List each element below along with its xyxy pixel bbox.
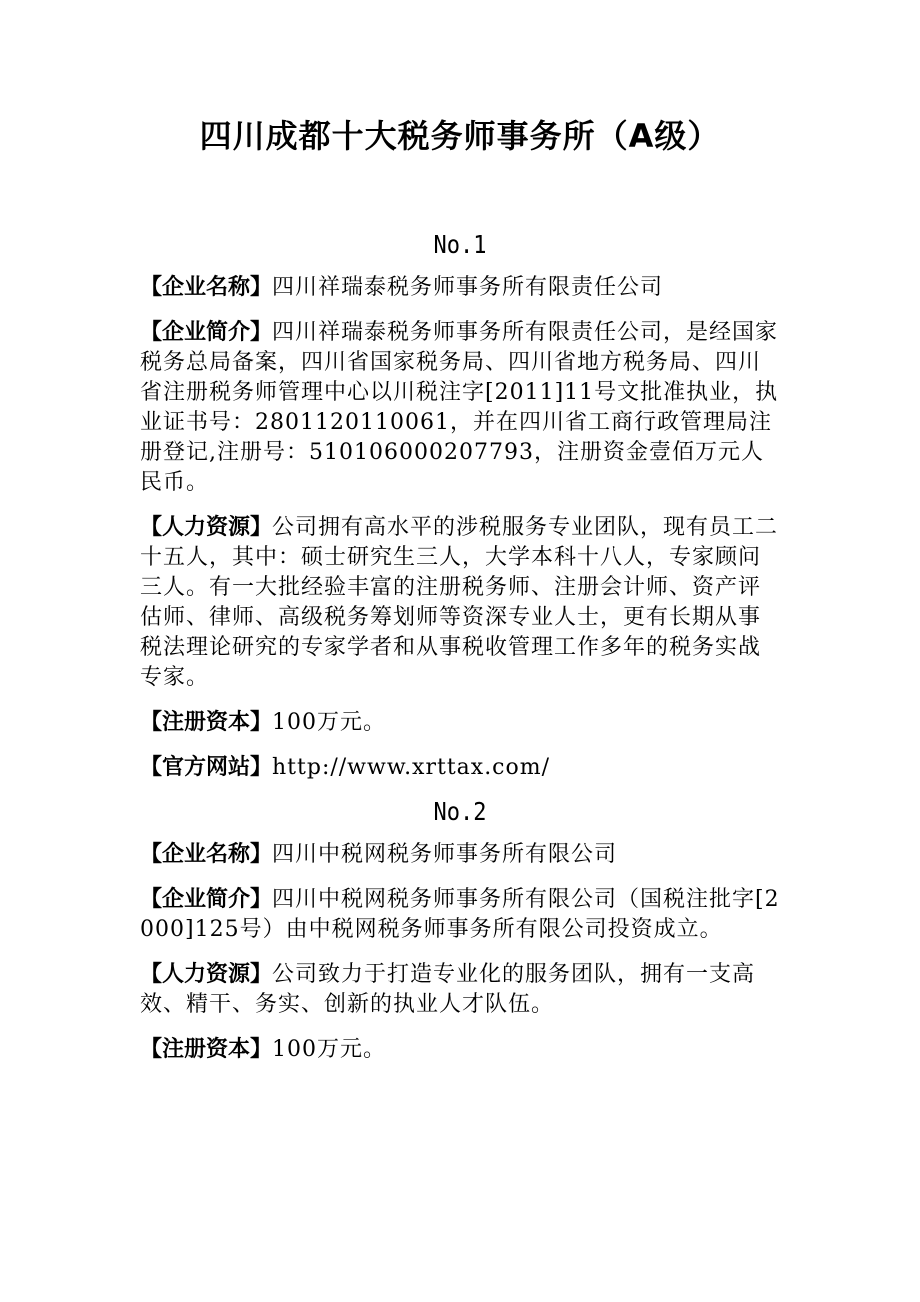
registered-capital: 100万元。 bbox=[272, 710, 387, 735]
company-intro-paragraph bbox=[140, 884, 780, 945]
official-website-label: 【官方网站】 bbox=[140, 754, 273, 780]
company-intro-label: 【企业简介】 bbox=[140, 886, 273, 912]
company-name: 四川中税网税务师事务所有限公司 bbox=[272, 842, 618, 867]
company-intro-label: 【企业简介】 bbox=[140, 319, 273, 345]
human-resources: 公司致力于打造专业化的服务团队，拥有一支高效、精干、务实、创新的执业人才队伍。 bbox=[140, 962, 756, 1017]
entry-number: No.2 bbox=[433, 798, 487, 827]
company-name-paragraph bbox=[140, 839, 780, 870]
registered-capital: 100万元。 bbox=[272, 1037, 387, 1062]
registered-capital-label: 【注册资本】 bbox=[140, 709, 273, 735]
company-intro-paragraph bbox=[140, 317, 780, 498]
document-title: 四川成都十大税务师事务所（A级） bbox=[199, 117, 721, 155]
company-name-paragraph bbox=[140, 272, 780, 303]
official-website: http://www.xrttax.com/ bbox=[272, 755, 551, 780]
registered-capital-paragraph bbox=[140, 1034, 780, 1065]
human-resources-paragraph bbox=[140, 959, 780, 1020]
human-resources: 公司拥有高水平的涉税服务专业团队，现有员工二十五人，其中：硕士研究生三人，大学本科十八人，专家顾问三人。有一大批经验丰富的注册税务师、注册会计师、资产评估师、律师、高级税务筹划师等资深专业人士，更有长期从事税法理论研究的专家学者和从事税收管理工作多年的税务实战专家。 bbox=[140, 515, 779, 690]
human-resources-label: 【人力资源】 bbox=[140, 961, 273, 987]
entry-number: No.1 bbox=[433, 231, 487, 260]
company-intro: 四川中税网税务师事务所有限公司（国税注批字[2000]125号）由中税网税务师事务所有限公司投资成立。 bbox=[140, 887, 780, 942]
firm-entry-1 bbox=[140, 230, 780, 783]
company-name-label: 【企业名称】 bbox=[140, 274, 273, 300]
human-resources-label: 【人力资源】 bbox=[140, 514, 273, 540]
firm-entry-2 bbox=[140, 797, 780, 1065]
company-name: 四川祥瑞泰税务师事务所有限责任公司 bbox=[272, 275, 664, 300]
official-website-paragraph bbox=[140, 752, 780, 783]
company-intro: 四川祥瑞泰税务师事务所有限责任公司，是经国家税务总局备案，四川省国家税务局、四川省地方税务局、四川省注册税务师管理中心以川税注字[2011]11号文批准执业，执业证书号：2801120110061，并在四川省工商行政管理局注册登记,注册号：510106000207793，注册资金壹佰万元人民币。 bbox=[140, 320, 779, 495]
registered-capital-paragraph bbox=[140, 707, 780, 738]
registered-capital-label: 【注册资本】 bbox=[140, 1036, 273, 1062]
human-resources-paragraph bbox=[140, 512, 780, 693]
company-name-label: 【企业名称】 bbox=[140, 841, 273, 867]
